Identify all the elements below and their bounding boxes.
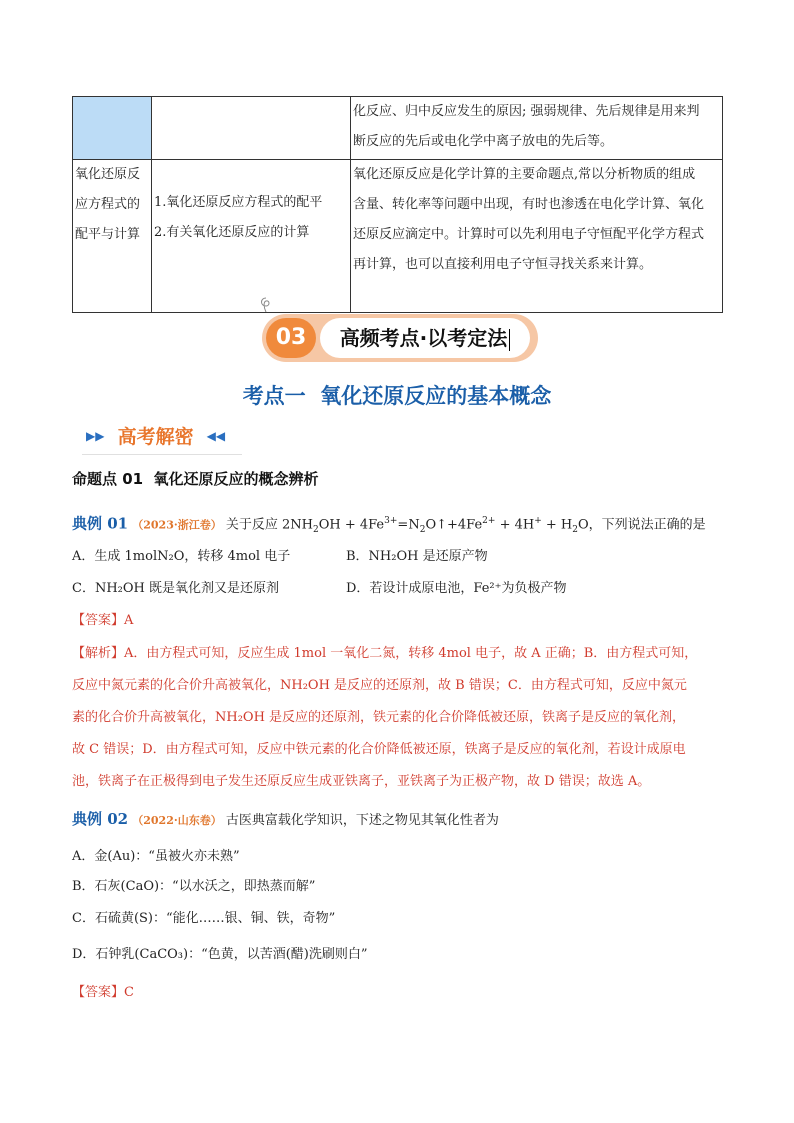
proposition-heading: 命题点 01 氧化还原反应的概念辨析 — [72, 470, 319, 488]
stem-text: OH + 4Fe — [318, 517, 385, 533]
stem-text: 关于反应 2NH — [225, 517, 313, 533]
analysis-line: 素的化合价升高被氧化，NH₂OH 是反应的还原剂，铁元素的化合价降低被还原，铁离子是反应的氧化剂， — [72, 710, 686, 725]
cell-text: 1.氧化还原反应方程式的配平 — [154, 195, 323, 210]
cell-text: 还原反应滴定中。计算时可以先利用电子守恒配平化学方程式 — [353, 227, 705, 242]
cell-text: 应方程式的 — [75, 197, 141, 212]
example-source: （2022·山东卷） — [132, 814, 222, 827]
example-label: 典例 02 — [72, 810, 129, 828]
cell-text: 断反应的先后或电化学中离子放电的先后等。 — [353, 134, 614, 149]
example1-stem: 典例 01 （2023·浙江卷） 关于反应 $2NH_2OH$ + $4Fe^{3+}=N_2O↑+4Fe^{2+} + 4H^+ + H_2O$，下列说法正确的是 — [72, 514, 706, 535]
double-arrow-right-icon: ▶▶ — [86, 428, 105, 443]
stem-text: + 4H — [495, 517, 535, 533]
option-c: C．石硫黄(S)：“能化……银、铜、铁，奇物” — [72, 911, 336, 926]
table-cell — [73, 97, 152, 160]
table-cell — [351, 160, 723, 313]
cell-text: 配平与计算 — [75, 227, 141, 242]
stem-text: O，下列说法正确的是 — [577, 517, 706, 533]
secret-heading — [86, 422, 225, 452]
option-b: B．石灰(CaO)：“以水沃之，即热蒸而解” — [72, 879, 316, 894]
table-cell — [152, 160, 351, 313]
option-b: B．NH₂OH 是还原产物 — [346, 549, 488, 564]
stem-text: =N — [397, 517, 420, 533]
option-d: D．若设计成原电池，Fe²⁺为负极产物 — [346, 581, 567, 596]
analysis — [72, 638, 732, 798]
secret-heading-text: 高考解密 — [117, 426, 194, 448]
analysis-line: 池，铁离子在正极得到电子发生还原反应生成亚铁离子，亚铁离子为正极产物，故 D 错误；故选 A。 — [72, 774, 651, 789]
example2-stem — [72, 806, 732, 834]
section-banner — [262, 312, 538, 364]
cell-text: 氧化还原反 — [75, 167, 141, 182]
answer: 【答案】C — [72, 985, 134, 1000]
analysis-line: 【解析】A．由方程式可知，反应生成 1mol 一氧化二氮，转移 4mol 电子，故 A 正确；B．由方程式可知， — [72, 646, 698, 661]
table-cell — [73, 160, 152, 313]
cell-text: 再计算，也可以直接利用电子守恒寻找关系来计算。 — [353, 257, 653, 272]
double-arrow-left-icon: ◀◀ — [206, 428, 226, 443]
banner-label: 高频考点·以考定法 — [320, 318, 530, 358]
table-cell — [152, 97, 351, 160]
example-source: （2023·浙江卷） — [132, 518, 222, 532]
curl-icon — [258, 296, 274, 312]
example-label: 典例 01 — [72, 514, 129, 533]
banner-number: 03 — [266, 318, 316, 358]
analysis-line: 反应中氮元素的化合价升高被氧化，NH₂OH 是反应的还原剂，故 B 错误；C．由方程式可知，反应中氮元 — [72, 678, 687, 693]
section-title: 考点一 氧化还原反应的基本概念 — [242, 384, 552, 408]
divider — [82, 454, 242, 455]
outline-table — [72, 96, 723, 313]
option-d: D．石钟乳(CaCO₃)：“色黄，以苦酒(醋)洗刷则白” — [72, 947, 368, 962]
table-row — [73, 97, 723, 160]
cell-text: 化反应、归中反应发生的原因; 强弱规律、先后规律是用来判 — [353, 104, 700, 119]
stem-text: 古医典富载化学知识，下述之物见其氧化性者为 — [225, 813, 499, 828]
stem-text: O↑+4Fe — [425, 517, 483, 533]
answer: 【答案】A — [72, 613, 134, 628]
option-a: A．生成 1molN₂O，转移 4mol 电子 — [72, 549, 291, 564]
analysis-line: 故 C 错误；D．由方程式可知，反应中铁元素的化合价降低被还原，铁离子是反应的氧化剂，若设计成原电 — [72, 742, 686, 757]
stem-text: + H — [541, 517, 573, 533]
option-c: C．NH₂OH 既是氧化剂又是还原剂 — [72, 581, 279, 596]
table-cell — [351, 97, 723, 160]
cell-text: 含量、转化率等问题中出现，有时也渗透在电化学计算、氧化 — [353, 197, 705, 212]
table-row — [73, 160, 723, 313]
cell-text: 氧化还原反应是化学计算的主要命题点,常以分析物质的组成 — [353, 167, 696, 182]
option-a: A．金(Au)：“虽被火亦未熟” — [72, 849, 240, 864]
cell-text: 2.有关氧化还原反应的计算 — [154, 225, 310, 240]
